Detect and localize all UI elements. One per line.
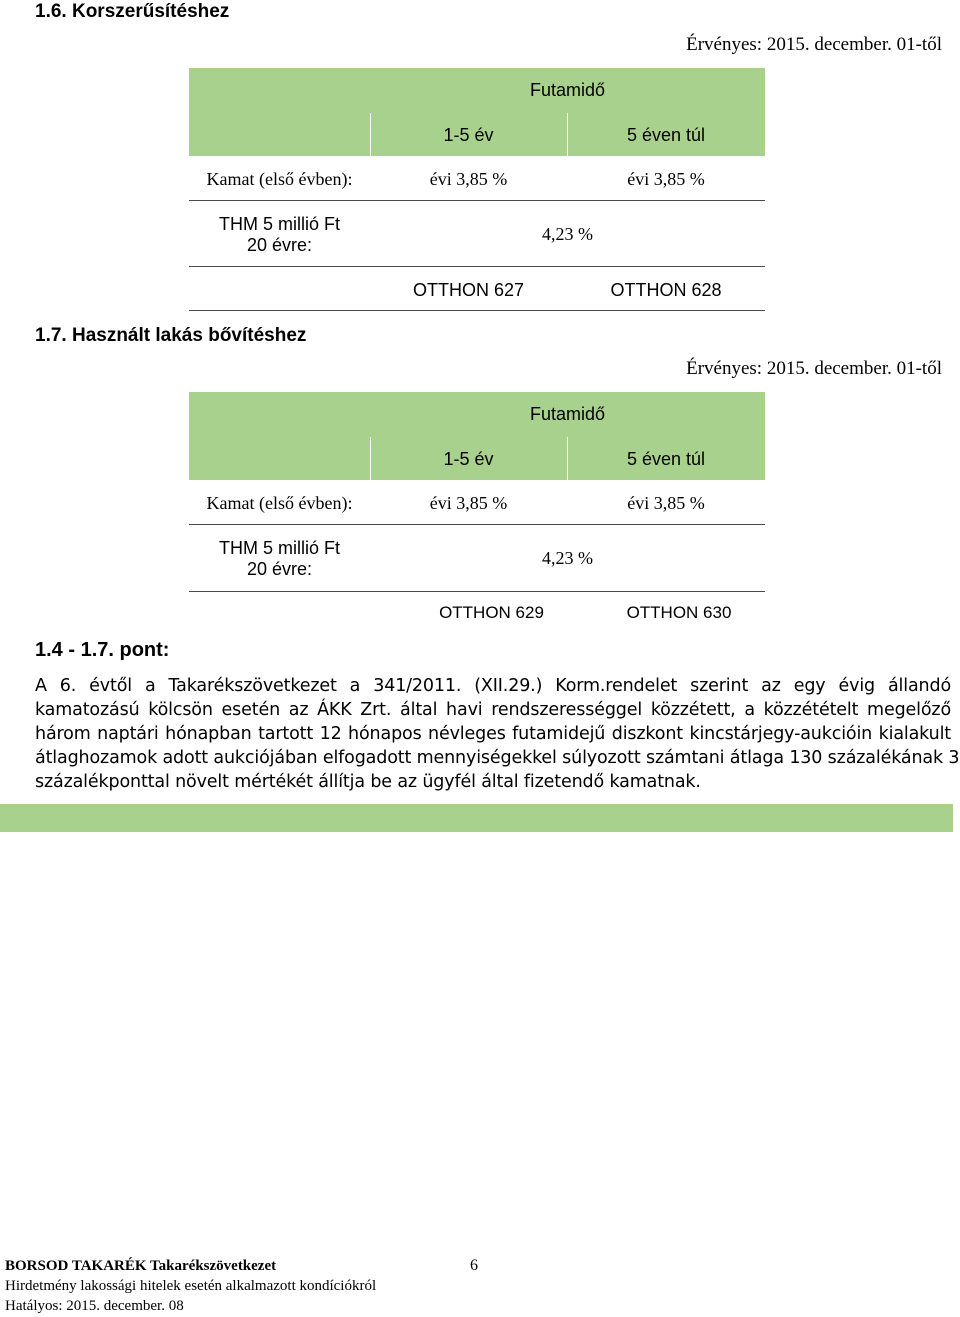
- page-number: 6: [470, 1257, 478, 1274]
- rate-label: Kamat (első évben):: [206, 493, 353, 513]
- valid-from-1-6: Érvényes: 2015. december. 01-től: [686, 34, 942, 55]
- footer-org: BORSOD TAKARÉK Takarékszövetkezet: [5, 1258, 277, 1274]
- paragraph-line: A 6. évtől a Takarékszövetkezet a 341/2011. (XII.29.) Korm.rendelet szerint az egy évig állandó: [35, 676, 951, 696]
- thm-label-line1: THM 5 millió Ft: [219, 538, 340, 558]
- thm-value: 4,23 %: [542, 224, 593, 244]
- thm-label: [189, 214, 370, 256]
- product-code-5-even-tul: OTTHON 630: [626, 603, 732, 622]
- points-paragraph: [35, 674, 960, 794]
- thm-label-line2: 20 évre:: [246, 559, 313, 579]
- product-code-1-5-ev: OTTHON 629: [439, 603, 544, 622]
- row-divider: [189, 591, 765, 592]
- footer-effective: Hatályos: 2015. december. 08: [5, 1298, 184, 1314]
- section-title-1-6: 1.6. Korszerűsítéshez: [35, 1, 230, 22]
- thm-value: 4,23 %: [542, 548, 593, 568]
- table-header-futamido: Futamidő: [529, 80, 606, 100]
- thm-label-line2: 20 évre:: [246, 235, 313, 255]
- row-divider: [189, 310, 765, 311]
- rate-value-5-even-tul: évi 3,85 %: [627, 169, 705, 189]
- footer-doc-title: Hirdetmény lakossági hitelek esetén alkalmazott kondíciókról: [5, 1278, 377, 1294]
- paragraph-line: átlaghozamok adott aukciójában elfogadott mennyiségekkel súlyozott számtani átlaga 130 százalékának 3: [35, 748, 960, 768]
- column-header-1-5-ev: 1-5 év: [443, 125, 494, 145]
- paragraph-line: kamatozású kölcsön esetén az ÁKK Zrt. által havi rendszerességgel közzétett, a közzétételt megelőző: [35, 700, 951, 720]
- product-code-1-5-ev: OTTHON 627: [412, 280, 525, 300]
- section-title-1-7: 1.7. Használt lakás bővítéshez: [35, 325, 307, 346]
- row-divider: [189, 524, 765, 525]
- row-divider: [189, 266, 765, 267]
- rate-value-1-5-ev: évi 3,85 %: [429, 169, 508, 189]
- paragraph-line: százalékponttal növelt mértékét állítja be az ügyfél által fizetendő kamatnak.: [35, 772, 701, 792]
- column-header-1-5-ev: 1-5 év: [443, 449, 494, 469]
- rate-value-1-5-ev: évi 3,85 %: [429, 493, 508, 513]
- table-header-futamido: Futamidő: [529, 404, 606, 424]
- column-header-5-even-tul: 5 éven túl: [626, 449, 706, 469]
- valid-from-1-7: Érvényes: 2015. december. 01-től: [686, 358, 942, 379]
- row-divider: [189, 200, 765, 201]
- product-code-5-even-tul: OTTHON 628: [610, 280, 722, 300]
- rate-label: Kamat (első évben):: [206, 169, 353, 189]
- rate-value-5-even-tul: évi 3,85 %: [627, 493, 705, 513]
- thm-label: [189, 538, 370, 580]
- green-separator-band: [0, 804, 953, 832]
- section-title-points: 1.4 - 1.7. pont:: [35, 639, 170, 661]
- thm-label-line1: THM 5 millió Ft: [219, 214, 340, 234]
- paragraph-line: három naptári hónapban tartott 12 hónapos névleges futamidejű diszkont kincstárjegy-aukcióin kialakult: [35, 724, 951, 744]
- column-header-5-even-tul: 5 éven túl: [626, 125, 706, 145]
